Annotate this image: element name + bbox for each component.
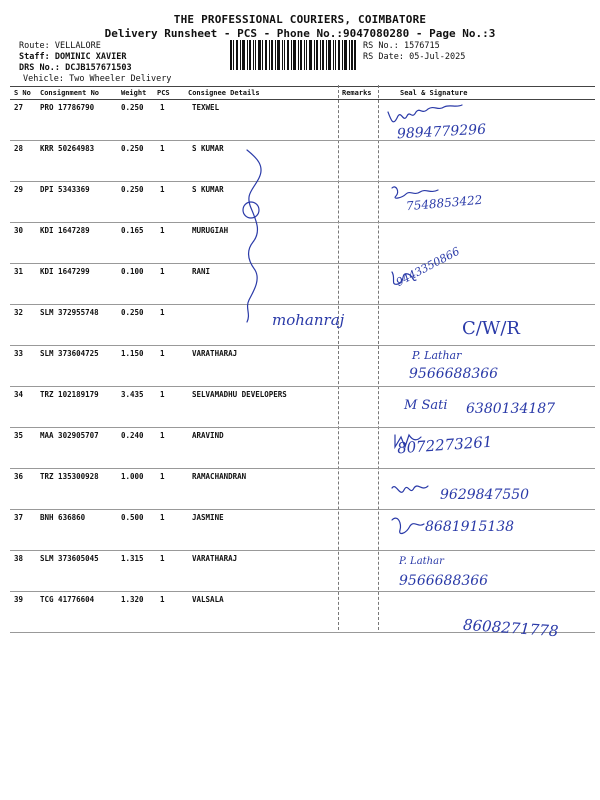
col-pcs: PCS	[157, 89, 170, 97]
row-pcs: 1	[160, 226, 165, 235]
rs-no-value: 1576715	[403, 41, 440, 51]
row-consignee: VALSALA	[192, 595, 224, 604]
drs-line	[19, 63, 132, 73]
row-sno: 36	[14, 472, 24, 481]
handwritten-phone-29: 7548853422	[405, 192, 483, 214]
vehicle-label: Vehicle:	[23, 74, 64, 84]
row-divider	[10, 181, 595, 182]
handwritten-phone-31: 9443350866	[393, 244, 462, 289]
row-consignee: VARATHARAJ	[192, 554, 238, 563]
row-divider	[10, 345, 595, 346]
row-sno: 29	[14, 185, 24, 194]
col-remarks: Remarks	[342, 89, 372, 97]
handwritten-phone-36: 9629847550	[440, 487, 530, 503]
row-pcs: 1	[160, 308, 165, 317]
staff-line	[19, 52, 127, 62]
row-consignment: SLM 373605045	[40, 554, 99, 563]
row-consignment: SLM 373604725	[40, 349, 99, 358]
row-pcs: 1	[160, 185, 165, 194]
row-weight: 0.240	[121, 431, 144, 440]
staff-label: Staff:	[19, 52, 50, 62]
handwritten-phone-33: 9566688366	[409, 366, 499, 382]
handwritten-phone-27: 9894779296	[396, 121, 487, 143]
row-consignee: S KUMAR	[192, 144, 224, 153]
drs-value: DCJB157671503	[65, 63, 132, 73]
handwritten-phone-37: 8681915138	[425, 519, 515, 535]
row-pcs: 1	[160, 103, 165, 112]
row-divider	[10, 427, 595, 428]
row-consignee: S KUMAR	[192, 185, 224, 194]
handwritten-name-34: M Sati	[404, 398, 448, 413]
table-top-rule	[10, 86, 595, 87]
row-weight: 1.150	[121, 349, 144, 358]
row-pcs: 1	[160, 554, 165, 563]
row-pcs: 1	[160, 144, 165, 153]
circled-mark	[243, 202, 259, 218]
row-weight: 0.100	[121, 267, 144, 276]
row-weight: 0.250	[121, 103, 144, 112]
barcode-image	[230, 40, 356, 70]
handwritten-name-33: P. Lathar	[412, 349, 462, 362]
rs-no-line	[363, 41, 440, 51]
row-pcs: 1	[160, 513, 165, 522]
cross-out-line	[247, 150, 261, 322]
handwritten-name-32: mohanraj	[272, 311, 345, 329]
handwritten-phone-34: 6380134187	[466, 401, 556, 417]
row-sno: 31	[14, 267, 24, 276]
row-consignment: KDI 1647299	[40, 267, 90, 276]
row-pcs: 1	[160, 472, 165, 481]
col-sno: S No	[14, 89, 31, 97]
row-sno: 30	[14, 226, 24, 235]
row-consignment: KDI 1647289	[40, 226, 90, 235]
vehicle-line	[23, 74, 171, 84]
route-label: Route:	[19, 41, 50, 51]
row-pcs: 1	[160, 431, 165, 440]
row-consignee: VARATHARAJ	[192, 349, 238, 358]
row-sno: 34	[14, 390, 24, 399]
rs-date-label: RS Date:	[363, 52, 404, 62]
row-consignee: RANI	[192, 267, 211, 276]
handwritten-mark-32: C/W/R	[462, 318, 520, 339]
row-weight: 1.320	[121, 595, 144, 604]
remarks-divider-left	[338, 85, 339, 630]
row-divider	[10, 140, 595, 141]
row-weight: 1.315	[121, 554, 144, 563]
row-weight: 0.165	[121, 226, 144, 235]
row-consignee: ARAVIND	[192, 431, 224, 440]
runsheet-subtitle: Delivery Runsheet - PCS - Phone No.:9047080280 - Page No.:3	[104, 27, 496, 40]
row-consignment: KRR 50264983	[40, 144, 95, 153]
row-consignee: RAMACHANDRAN	[192, 472, 247, 481]
row-sno: 33	[14, 349, 24, 358]
row-sno: 27	[14, 103, 24, 112]
row-sno: 32	[14, 308, 24, 317]
row-divider	[10, 550, 595, 551]
row-divider	[10, 509, 595, 510]
rs-date-line	[363, 52, 465, 62]
row-sno: 28	[14, 144, 24, 153]
rs-date-value: 05-Jul-2025	[409, 52, 466, 62]
row-divider	[10, 386, 595, 387]
row-weight: 0.500	[121, 513, 144, 522]
row-consignment: TCG 41776604	[40, 595, 95, 604]
row-pcs: 1	[160, 267, 165, 276]
row-consignment: MAA 302905707	[40, 431, 99, 440]
row-consignment: SLM 372955748	[40, 308, 99, 317]
row-weight: 0.250	[121, 185, 144, 194]
row-weight: 1.000	[121, 472, 144, 481]
col-consignee-details: Consignee Details	[188, 89, 260, 97]
row-weight: 3.435	[121, 390, 144, 399]
row-consignment: DPI 5343369	[40, 185, 90, 194]
row-divider	[10, 591, 595, 592]
row-consignee: JASMINE	[192, 513, 224, 522]
row-sno: 37	[14, 513, 24, 522]
col-seal-signature: Seal & Signature	[400, 89, 468, 97]
route-line	[19, 41, 101, 51]
row-divider	[10, 222, 595, 223]
handwritten-phone-35: 8072273261	[396, 432, 493, 458]
signature-scribble-37	[392, 518, 424, 533]
vehicle-value: Two Wheeler Delivery	[69, 74, 172, 84]
row-weight: 0.250	[121, 308, 144, 317]
row-pcs: 1	[160, 390, 165, 399]
row-pcs: 1	[160, 595, 165, 604]
table-header-rule	[10, 99, 595, 100]
row-consignee: TEXWEL	[192, 103, 220, 112]
company-title: THE PROFESSIONAL COURIERS, COIMBATORE	[173, 13, 427, 26]
staff-value: DOMINIC XAVIER	[54, 52, 127, 62]
remarks-divider-right	[378, 85, 379, 630]
row-sno: 35	[14, 431, 24, 440]
col-consignment-no: Consignment No	[40, 89, 100, 97]
row-divider	[10, 263, 595, 264]
row-consignment: BNH 636860	[40, 513, 86, 522]
row-consignee: SELVAMADHU DEVELOPERS	[192, 390, 287, 399]
row-divider	[10, 468, 595, 469]
handwritten-phone-39: 8608271778	[462, 615, 559, 641]
signature-scribble-27	[388, 105, 462, 122]
route-value: VELLALORE	[54, 41, 101, 51]
signature-scribble-36	[392, 486, 428, 492]
row-consignee: MURUGIAH	[192, 226, 229, 235]
row-sno: 38	[14, 554, 24, 563]
col-weight: Weight	[121, 89, 147, 97]
drs-label: DRS No.:	[19, 63, 60, 73]
rs-no-label: RS No.:	[363, 41, 399, 51]
row-consignment: TRZ 102189179	[40, 390, 99, 399]
row-sno: 39	[14, 595, 24, 604]
row-consignment: TRZ 135300928	[40, 472, 99, 481]
row-consignment: PRO 17786790	[40, 103, 95, 112]
row-weight: 0.250	[121, 144, 144, 153]
row-pcs: 1	[160, 349, 165, 358]
handwritten-name-38: P. Lathar	[399, 556, 444, 567]
handwritten-phone-38: 9566688366	[399, 573, 489, 589]
row-divider	[10, 304, 595, 305]
